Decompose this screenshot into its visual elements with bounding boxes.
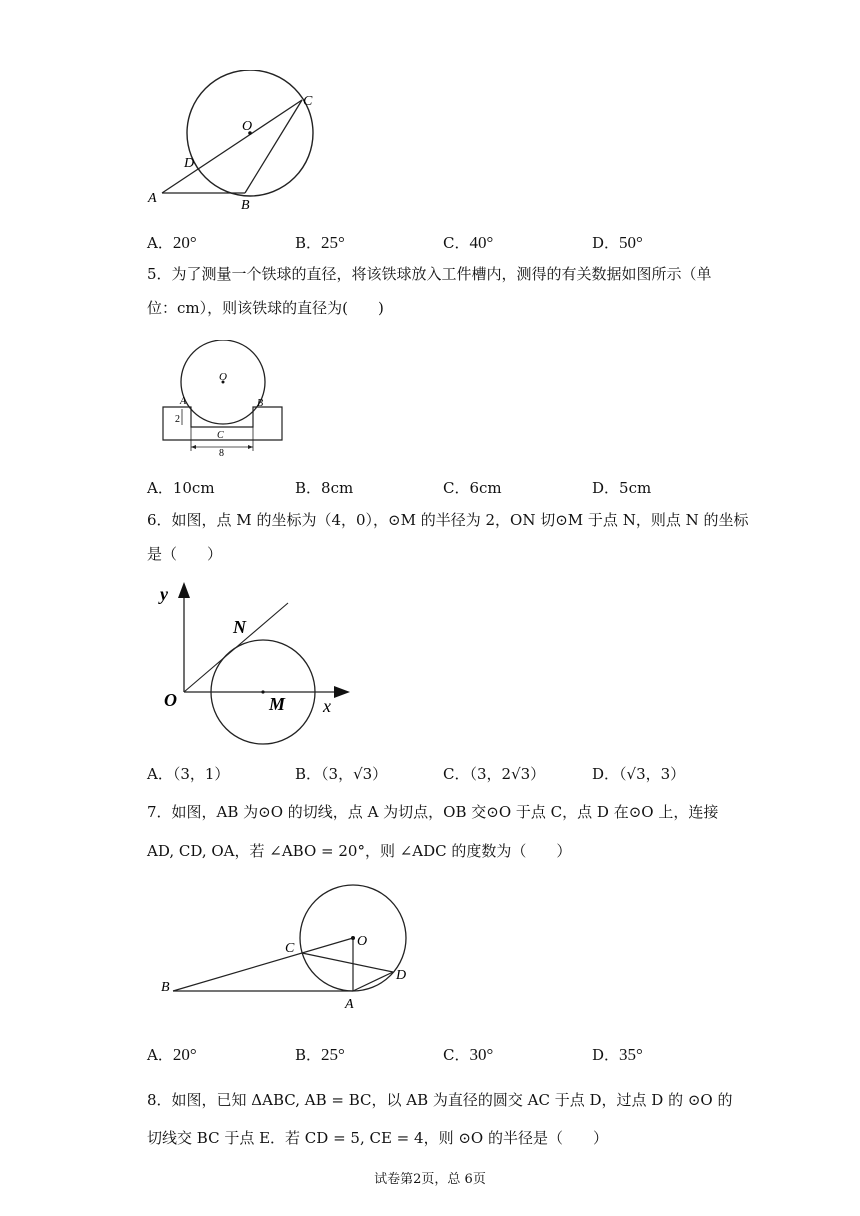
q7-option-a: A．20°: [147, 1045, 197, 1064]
q5-label-h: 2: [175, 414, 180, 425]
q7-stem-line2: AD, CD, OA，若 ∠ABO = 20°，则 ∠ADC 的度数为（ ）: [147, 842, 572, 860]
q8-stem-line2: 切线交 BC 于点 E．若 CD = 5, CE = 4，则 ⊙O 的半径是（ ）: [147, 1129, 608, 1147]
q5-label-c: C: [217, 430, 224, 441]
q6-option-a: A．（3，1）: [147, 765, 230, 783]
q6-option-c: C．（3，2√3）: [443, 765, 546, 783]
q5-option-d: D．5cm: [592, 479, 652, 497]
q5-option-a: A．10cm: [147, 479, 215, 497]
q6-option-b: B．（3，√3）: [295, 765, 388, 783]
q4-label-d: D: [184, 156, 195, 171]
q7-label-a: A: [345, 997, 354, 1012]
q5-label-b: B: [257, 398, 264, 409]
page-footer: 试卷第2页，总 6页: [374, 1172, 486, 1187]
q7-label-o: O: [357, 934, 368, 949]
q6-label-n: N: [233, 617, 246, 637]
q4-label-c: C: [303, 94, 313, 109]
q5-figure: [155, 340, 295, 460]
q6-label-x: x: [323, 696, 331, 716]
q6-label-m: M: [269, 694, 286, 714]
q5-option-b: B．8cm: [295, 479, 354, 497]
q4-option-b: B．25°: [295, 233, 345, 252]
q4-label-o: O: [242, 119, 253, 134]
q7-label-d: D: [396, 968, 407, 983]
q7-figure: [155, 880, 420, 1015]
q7-option-b: B．25°: [295, 1045, 345, 1064]
q4-option-d: D．50°: [592, 233, 643, 252]
q5-stem-line2: 位：cm），则该铁球的直径为( ): [147, 299, 384, 317]
q7-label-c: C: [285, 941, 295, 956]
q8-stem-line1: 8．如图，已知 ΔABC, AB = BC，以 AB 为直径的圆交 AC 于点 D，过点 D 的 ⊙O 的: [147, 1091, 733, 1109]
q6-figure: [150, 578, 365, 748]
q4-option-c: C．40°: [443, 233, 494, 252]
q7-label-b: B: [161, 980, 170, 995]
q4-label-a: A: [148, 191, 157, 206]
q7-option-d: D．35°: [592, 1045, 643, 1064]
q5-label-a: A: [180, 396, 187, 407]
q5-stem-line1: 5．为了测量一个铁球的直径，将该铁球放入工件槽内，测得的有关数据如图所示（单: [147, 265, 712, 283]
q5-label-w: 8: [219, 448, 224, 459]
q6-option-d: D．（√3，3）: [592, 765, 686, 783]
q7-stem-line1: 7．如图，AB 为⊙O 的切线，点 A 为切点，OB 交⊙O 于点 C，点 D 在⊙O 上，连接: [147, 803, 719, 821]
q5-option-c: C．6cm: [443, 479, 502, 497]
q4-label-b: B: [241, 198, 250, 213]
q4-option-a: A．20°: [147, 233, 197, 252]
q6-label-o: O: [164, 690, 177, 710]
q6-label-y: y: [160, 584, 168, 604]
q7-option-c: C．30°: [443, 1045, 494, 1064]
q4-figure: [140, 70, 330, 215]
q6-stem-line1: 6．如图，点 M 的坐标为（4，0），⊙M 的半径为 2，ON 切⊙M 于点 N，则点 N 的坐标: [147, 511, 749, 529]
q5-label-o: O: [219, 371, 227, 383]
q6-stem-line2: 是（ ）: [147, 545, 223, 563]
